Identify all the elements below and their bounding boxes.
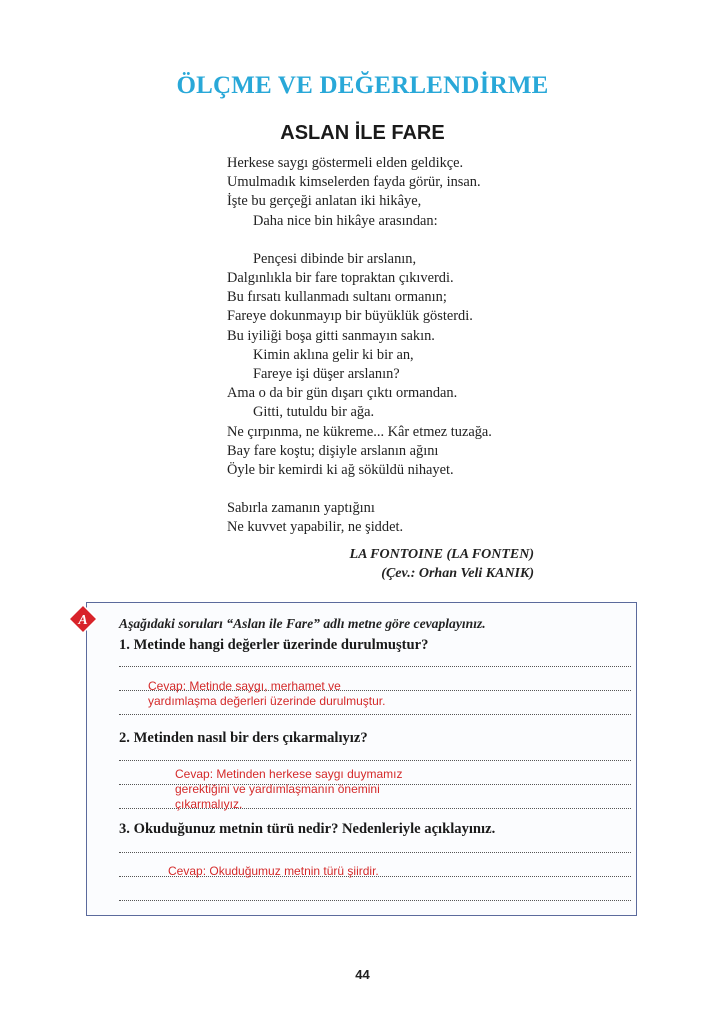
answer-3-line: Cevap: Okuduğumuz metnin türü şiirdir. bbox=[168, 864, 379, 878]
poem-line: Kimin aklına gelir ki bir an, bbox=[253, 346, 414, 363]
poem-body bbox=[227, 154, 557, 538]
poem-line: Ne çırpınma, ne kükreme... Kâr etmez tuzağa. bbox=[227, 423, 492, 440]
poem-line: Herkese saygı göstermeli elden geldikçe. bbox=[227, 155, 464, 171]
answer-line[interactable] bbox=[119, 760, 631, 761]
answer-2-line: gerektiğini ve yardımlaşmanın önemini bbox=[175, 782, 380, 796]
answer-line[interactable] bbox=[119, 900, 631, 901]
answer-1-line: Cevap: Metinde saygı, merhamet ve bbox=[148, 679, 341, 693]
poem-title: ASLAN İLE FARE bbox=[280, 122, 445, 144]
poem-line: Sabırla zamanın yaptığını bbox=[227, 500, 375, 517]
answer-line[interactable] bbox=[119, 714, 631, 715]
question-2: 2. Metinden nasıl bir ders çıkarmalıyız? bbox=[119, 730, 368, 746]
answer-2-line: Cevap: Metinden herkese saygı duymamız bbox=[175, 767, 403, 781]
answer-2 bbox=[175, 767, 402, 812]
poem-line: Bay fare koştu; dişiyle arslanın ağını bbox=[227, 442, 439, 459]
question-3: 3. Okuduğunuz metnin türü nedir? Nedenleriyle açıklayınız. bbox=[119, 821, 496, 837]
answer-1 bbox=[148, 679, 385, 709]
question-1: 1. Metinde hangi değerler üzerinde durulmuştur? bbox=[119, 637, 429, 653]
poem-line: Dalgınlıkla bir fare topraktan çıkıverdi. bbox=[227, 270, 454, 287]
instruction-text: Aşağıdaki soruları “Aslan ile Fare” adlı metne göre cevaplayınız. bbox=[119, 616, 486, 631]
badge-letter: A bbox=[78, 613, 88, 628]
answer-3 bbox=[168, 864, 379, 879]
section-a-badge-icon bbox=[68, 604, 98, 634]
poem-line: Gitti, tutuldu bir ağa. bbox=[253, 404, 375, 421]
poem-line: Ne kuvvet yapabilir, ne şiddet. bbox=[227, 519, 404, 536]
poem-line: Bu fırsatı kullanmadı sultanı ormanın; bbox=[227, 289, 447, 306]
poem-line: Pençesi dibinde bir arslanın, bbox=[253, 250, 417, 267]
poem-line: Fareye işi düşer arslanın? bbox=[253, 366, 400, 383]
poem-line: İşte bu gerçeği anlatan iki hikâye, bbox=[227, 193, 422, 210]
page-number: 44 bbox=[355, 967, 370, 982]
poem-line: Öyle bir kemirdi ki ağ söküldü nihayet. bbox=[227, 462, 454, 479]
author-credit bbox=[350, 545, 534, 583]
poem-line: Fareye dokunmayıp bir büyüklük gösterdi. bbox=[227, 308, 473, 325]
answer-line[interactable] bbox=[119, 666, 631, 667]
section-title: ÖLÇME VE DEĞERLENDİRME bbox=[176, 72, 549, 99]
poem-line: Daha nice bin hikâye arasından: bbox=[253, 212, 438, 229]
poem-line: Bu iyiliği boşa gitti sanmayın sakın. bbox=[227, 327, 435, 344]
answer-1-line: yardımlaşma değerleri üzerinde durulmuştur. bbox=[148, 694, 386, 708]
author-name: LA FONTOINE (LA FONTEN) bbox=[349, 547, 534, 562]
answer-2-line: çıkarmalıyız. bbox=[175, 797, 243, 811]
poem-line: Ama o da bir gün dışarı çıktı ormandan. bbox=[227, 385, 458, 402]
translator-name: (Çev.: Orhan Veli KANIK) bbox=[381, 566, 534, 581]
poem-line: Umulmadık kimselerden fayda görür, insan. bbox=[227, 174, 481, 191]
answer-line[interactable] bbox=[119, 852, 631, 853]
